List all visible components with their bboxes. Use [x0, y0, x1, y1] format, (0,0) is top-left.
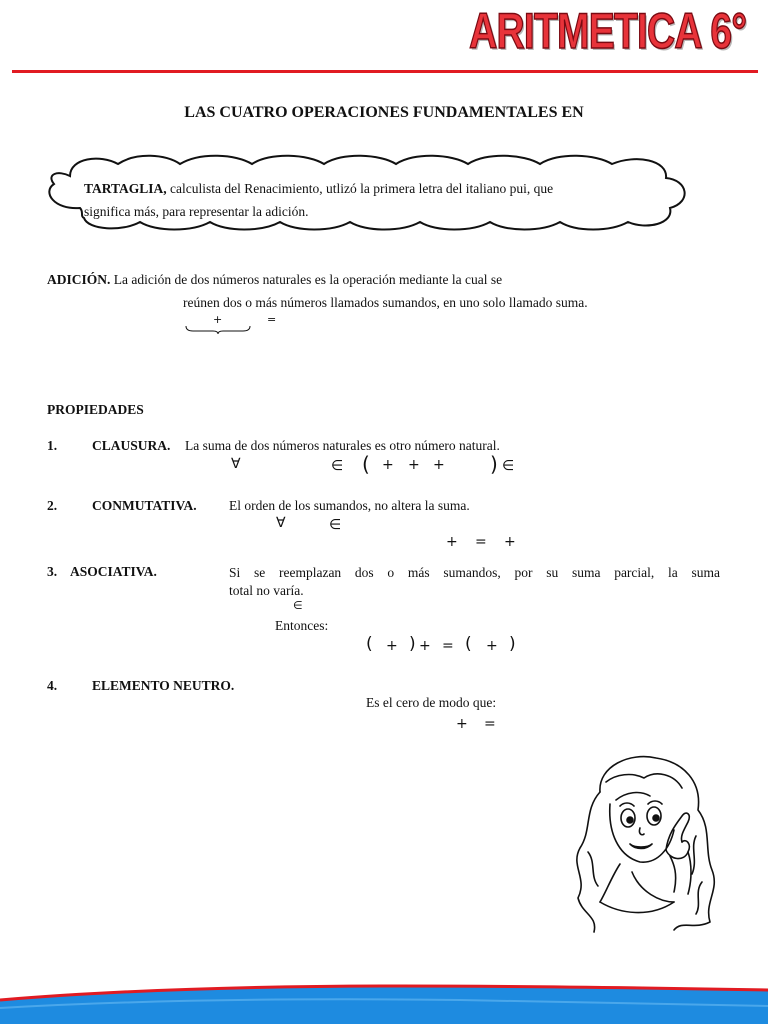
plus-symbol: +	[386, 638, 398, 654]
equals-symbol: =	[475, 534, 487, 550]
adicion-paragraph	[47, 272, 502, 288]
open-paren: (	[366, 634, 373, 654]
element-of-symbol: ∈	[329, 517, 342, 533]
prop-3-title: ASOCIATIVA.	[70, 564, 157, 579]
prop-2-text: El orden de los sumandos, no altera la suma.	[229, 498, 470, 513]
prop-2-title: CONMUTATIVA.	[92, 498, 197, 513]
header-title: ARITMETICA 6°	[468, 3, 746, 59]
prop-3-text-line-2: total no varía.	[229, 583, 304, 598]
cloud-bold-name: TARTAGLIA,	[84, 181, 167, 196]
close-paren: )	[509, 634, 516, 654]
adicion-line-1: La adición de dos números naturales es la operación mediante la cual se	[113, 272, 503, 287]
thinking-girl-icon	[570, 752, 720, 937]
prop-1-number: 1.	[47, 438, 58, 453]
open-paren: (	[465, 634, 472, 654]
page-title: LAS CUATRO OPERACIONES FUNDAMENTALES EN	[184, 104, 584, 121]
open-paren: (	[362, 452, 370, 476]
adicion-line-2: reúnen dos o más números llamados sumandos, en uno solo llamado suma.	[183, 295, 588, 310]
prop-4-title: ELEMENTO NEUTRO.	[92, 678, 235, 693]
plus-symbol: +	[486, 638, 498, 654]
prop-3-text	[229, 564, 720, 600]
propiedades-heading: PROPIEDADES	[47, 402, 144, 417]
underbrace-icon	[185, 325, 251, 335]
adicion-label: ADICIÓN.	[47, 272, 111, 287]
forall-symbol: ∀	[276, 515, 286, 531]
equals-symbol: =	[442, 638, 454, 654]
prop-3-text-line-1: Si se reemplazan dos o más sumandos, por su suma parcial, la suma	[229, 565, 720, 580]
prop-1-title: CLAUSURA.	[92, 438, 171, 453]
element-of-symbol: ∈	[502, 458, 515, 474]
prop-4-text: Es el cero de modo que:	[366, 695, 497, 710]
plus-symbol: +	[446, 534, 458, 550]
plus-symbol: +	[408, 457, 420, 473]
plus-symbol: +	[433, 457, 445, 473]
prop-1-text: La suma de dos números naturales es otro número natural.	[185, 438, 500, 453]
prop-3-number: 3.	[47, 564, 58, 579]
element-of-symbol: ∈	[331, 458, 344, 474]
header-divider	[12, 70, 758, 73]
adicion-equals: =	[267, 313, 277, 326]
plus-symbol: +	[504, 534, 516, 550]
plus-symbol: +	[456, 716, 468, 732]
prop-2-number: 2.	[47, 498, 58, 513]
element-of-symbol: ∈	[293, 599, 303, 612]
close-paren: )	[490, 452, 498, 476]
footer-wave-icon	[0, 960, 768, 1024]
plus-symbol: +	[382, 457, 394, 473]
cloud-line-1: calculista del Renacimiento, utlizó la primera letra del italiano pui, que	[170, 181, 554, 196]
adicion-plus: +	[213, 313, 223, 326]
entonces-label: Entonces:	[275, 618, 329, 633]
cloud-line-2: significa más, para representar la adición.	[84, 204, 309, 219]
prop-4-number: 4.	[47, 678, 58, 693]
close-paren: )	[409, 634, 416, 654]
forall-symbol: ∀	[231, 456, 241, 472]
equals-symbol: =	[484, 716, 496, 732]
cloud-text	[84, 177, 684, 223]
plus-symbol: +	[419, 638, 431, 654]
